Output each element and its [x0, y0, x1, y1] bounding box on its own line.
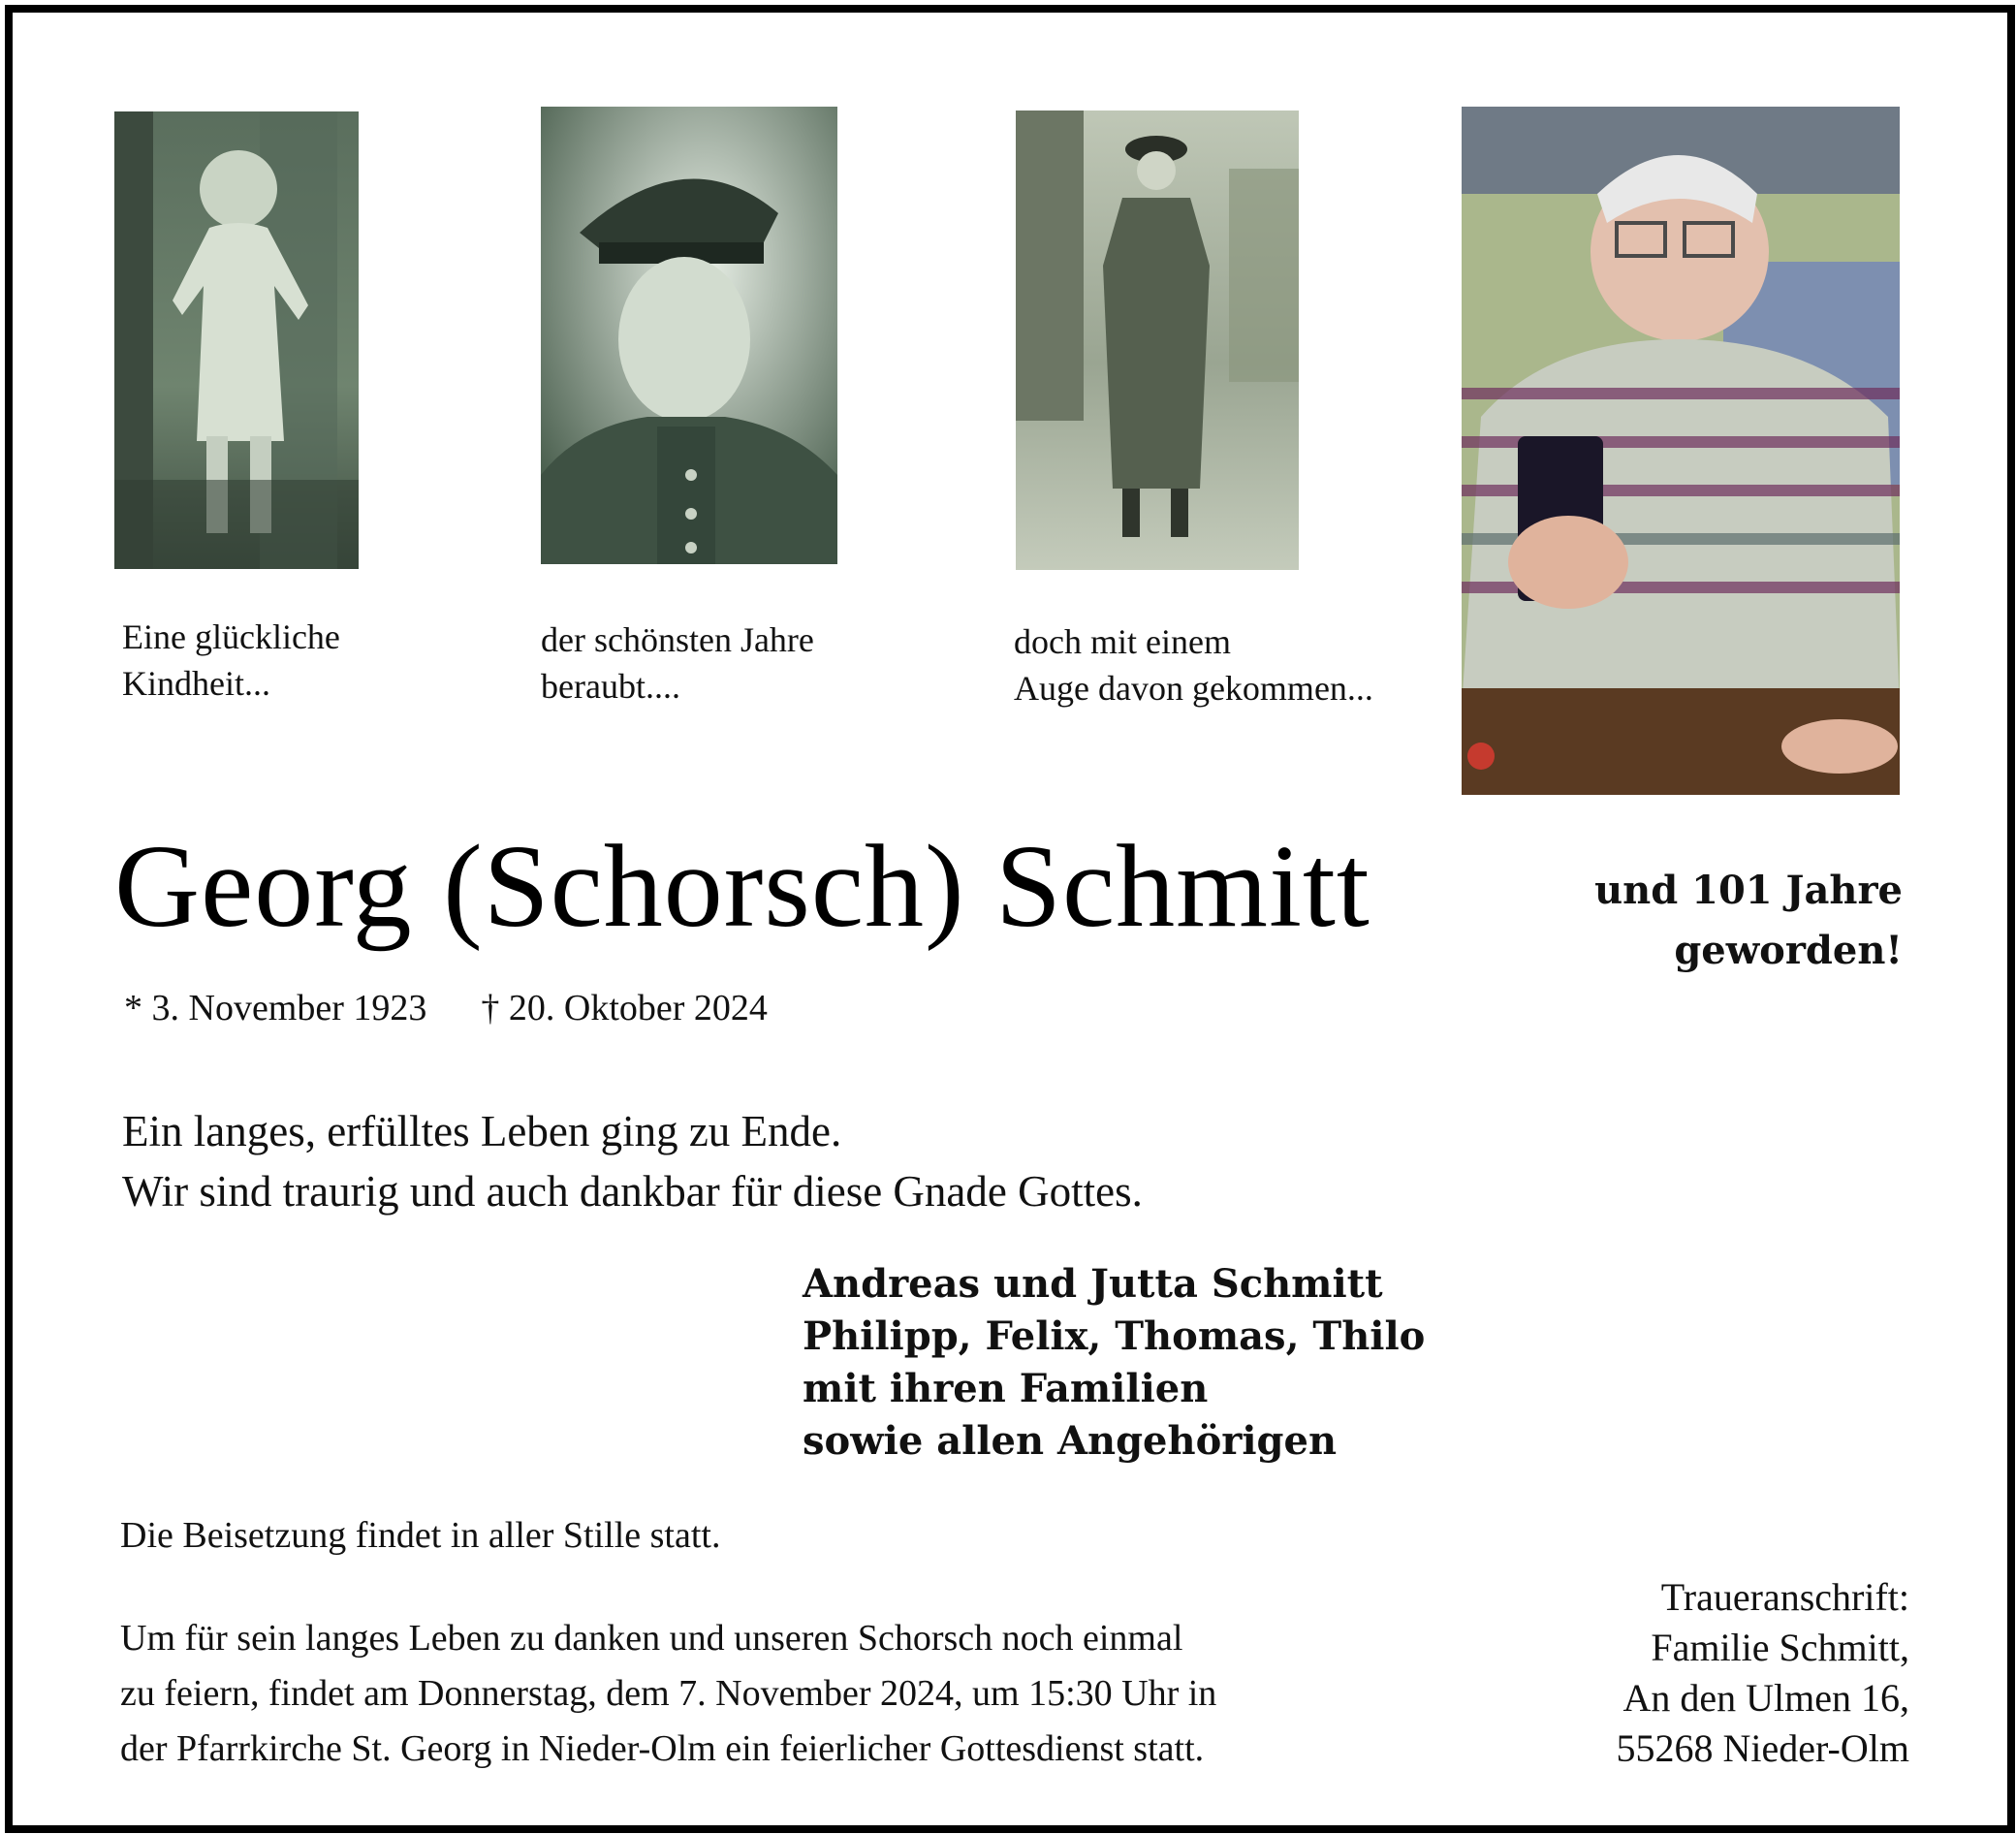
life-dates [124, 981, 768, 1035]
age-note: und 101 Jahre geworden! [1594, 868, 1903, 973]
death-date: † 20. Oktober 2024 [481, 988, 768, 1028]
family-signatures: Andreas und Jutta Schmitt Philipp, Felix, Thomas, Thilo mit ihren Familien sowie allen Angehörigen [803, 1261, 1426, 1464]
soldier-photo [541, 107, 837, 564]
mourning-message: Ein langes, erfülltes Leben ging zu Ende. Wir sind traurig und auch dankbar für diese Gnade Gottes. [122, 1107, 1143, 1216]
service-announcement: Um für sein langes Leben zu danken und unseren Schorsch noch einmal zu feiern, findet am Donnerstag, dem 7. November 2024, um 15:30 Uhr in der Pfarrkirche St. Georg in Nieder-Olm ein feierlicher Gottesdienst statt. [120, 1618, 1217, 1769]
mourning-address: Traueranschrift: Familie Schmitt, An den Ulmen 16, 55268 Nieder-Olm [1616, 1575, 1909, 1770]
coat-photo [1016, 111, 1299, 570]
elderly-photo [1462, 107, 1900, 795]
child-caption: Eine glückliche Kindheit... [122, 617, 340, 703]
soldier-caption: der schönsten Jahre beraubt.... [541, 620, 814, 706]
child-photo [114, 111, 359, 569]
deceased-name: Georg (Schorsch) Schmitt [114, 821, 1370, 952]
burial-note: Die Beisetzung findet in aller Stille statt. [120, 1515, 721, 1556]
coat-caption: doch mit einem Auge davon gekommen... [1014, 622, 1373, 708]
birth-date: * 3. November 1923 [124, 988, 427, 1028]
